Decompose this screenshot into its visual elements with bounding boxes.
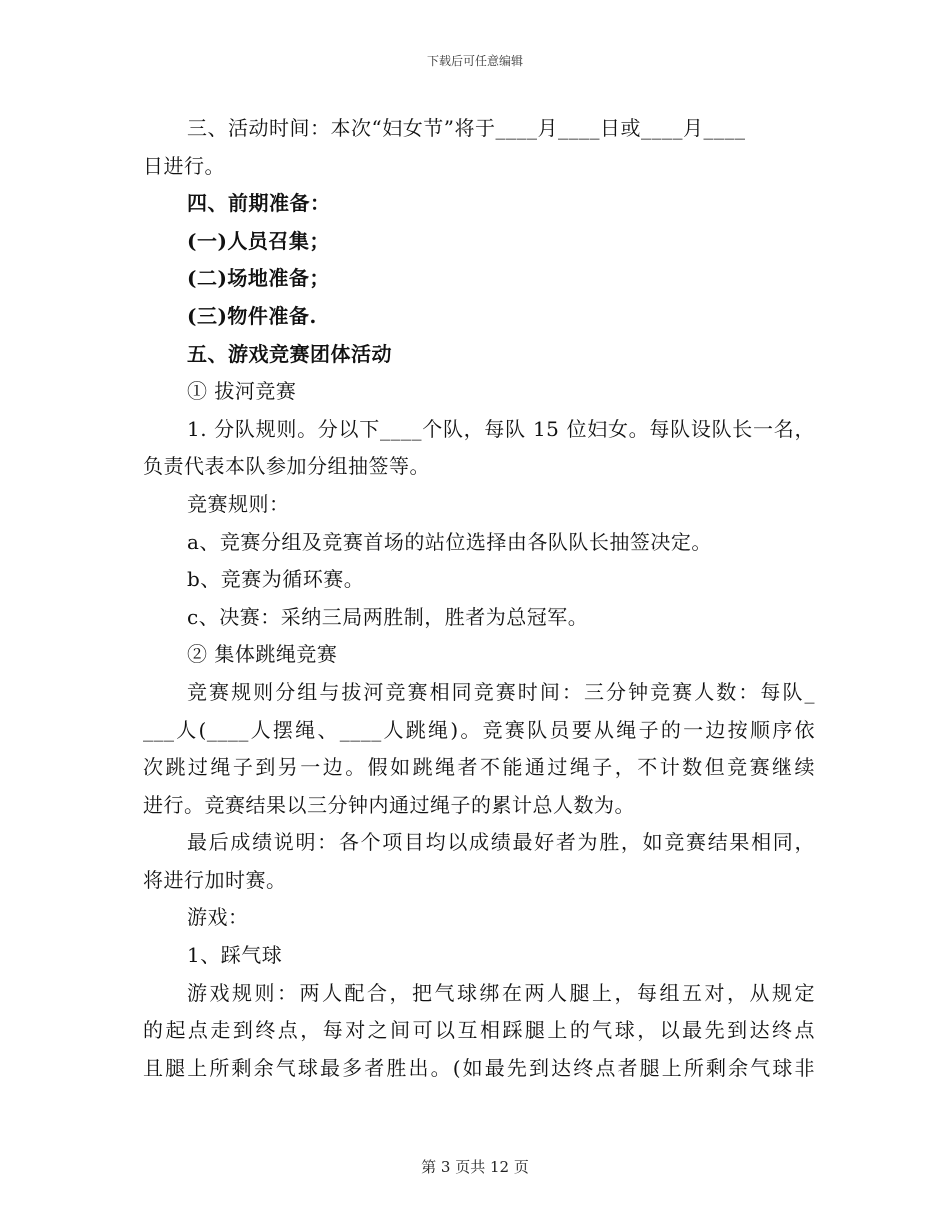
- text-line: 日进行。: [143, 153, 225, 178]
- text-line: (三)物件准备.: [187, 303, 317, 328]
- text-line: 负责代表本队参加分组抽签等。: [143, 454, 430, 479]
- text-line: 竞赛规则分组与拔河竞赛相同竞赛时间：三分钟竞赛人数：每队_: [187, 679, 815, 704]
- text-line: 最后成绩说明：各个项目均以成绩最好者为胜，如竞赛结果相同，: [187, 830, 815, 855]
- text-line: c、决赛：采纳三局两胜制，胜者为总冠军。: [187, 604, 589, 629]
- text-line: 次跳过绳子到另一边。假如跳绳者不能通过绳子，不计数但竞赛继续: [143, 755, 815, 780]
- text-line: 将进行加时赛。: [143, 867, 287, 892]
- text-line: (一)人员召集；: [187, 228, 330, 253]
- text-line: 四、前期准备：: [187, 191, 331, 216]
- text-line: ② 集体跳绳竞赛: [187, 642, 338, 667]
- document-body: [143, 110, 815, 1087]
- text-line: 1、踩气球: [187, 943, 283, 968]
- text-line: 且腿上所剩余气球最多者胜出。(如最先到达终点者腿上所剩余气球非: [143, 1055, 815, 1080]
- text-line: a、竞赛分组及竞赛首场的站位选择由各队队长抽签决定。: [187, 529, 712, 554]
- text-line: (二)场地准备；: [187, 266, 330, 291]
- text-line: 1. 分队规则。分以下____个队，每队 15 位妇女。每队设队长一名，: [187, 416, 815, 441]
- page-footer: 第 3 页共 12 页: [421, 1158, 529, 1176]
- text-line: 游戏：: [187, 905, 249, 930]
- text-line: 进行。竞赛结果以三分钟内通过绳子的累计总人数为。: [143, 792, 635, 817]
- text-line: 五、游戏竞赛团体活动: [187, 341, 392, 366]
- text-line: 三、活动时间：本次“妇女节”将于____月____日或____月____: [187, 116, 746, 140]
- text-line: ___人(____人摆绳、____人跳绳)。竞赛队员要从绳子的一边按顺序依: [143, 717, 815, 742]
- page-header: 下载后可任意编辑: [426, 54, 523, 68]
- text-line: 竞赛规则：: [187, 491, 290, 516]
- text-line: 游戏规则：两人配合，把气球绑在两人腿上，每组五对，从规定: [187, 980, 815, 1005]
- text-line: ① 拔河竞赛: [187, 379, 297, 404]
- text-line: 的起点走到终点，每对之间可以互相踩腿上的气球，以最先到达终点: [143, 1018, 815, 1043]
- text-line: b、竞赛为循环赛。: [187, 567, 365, 592]
